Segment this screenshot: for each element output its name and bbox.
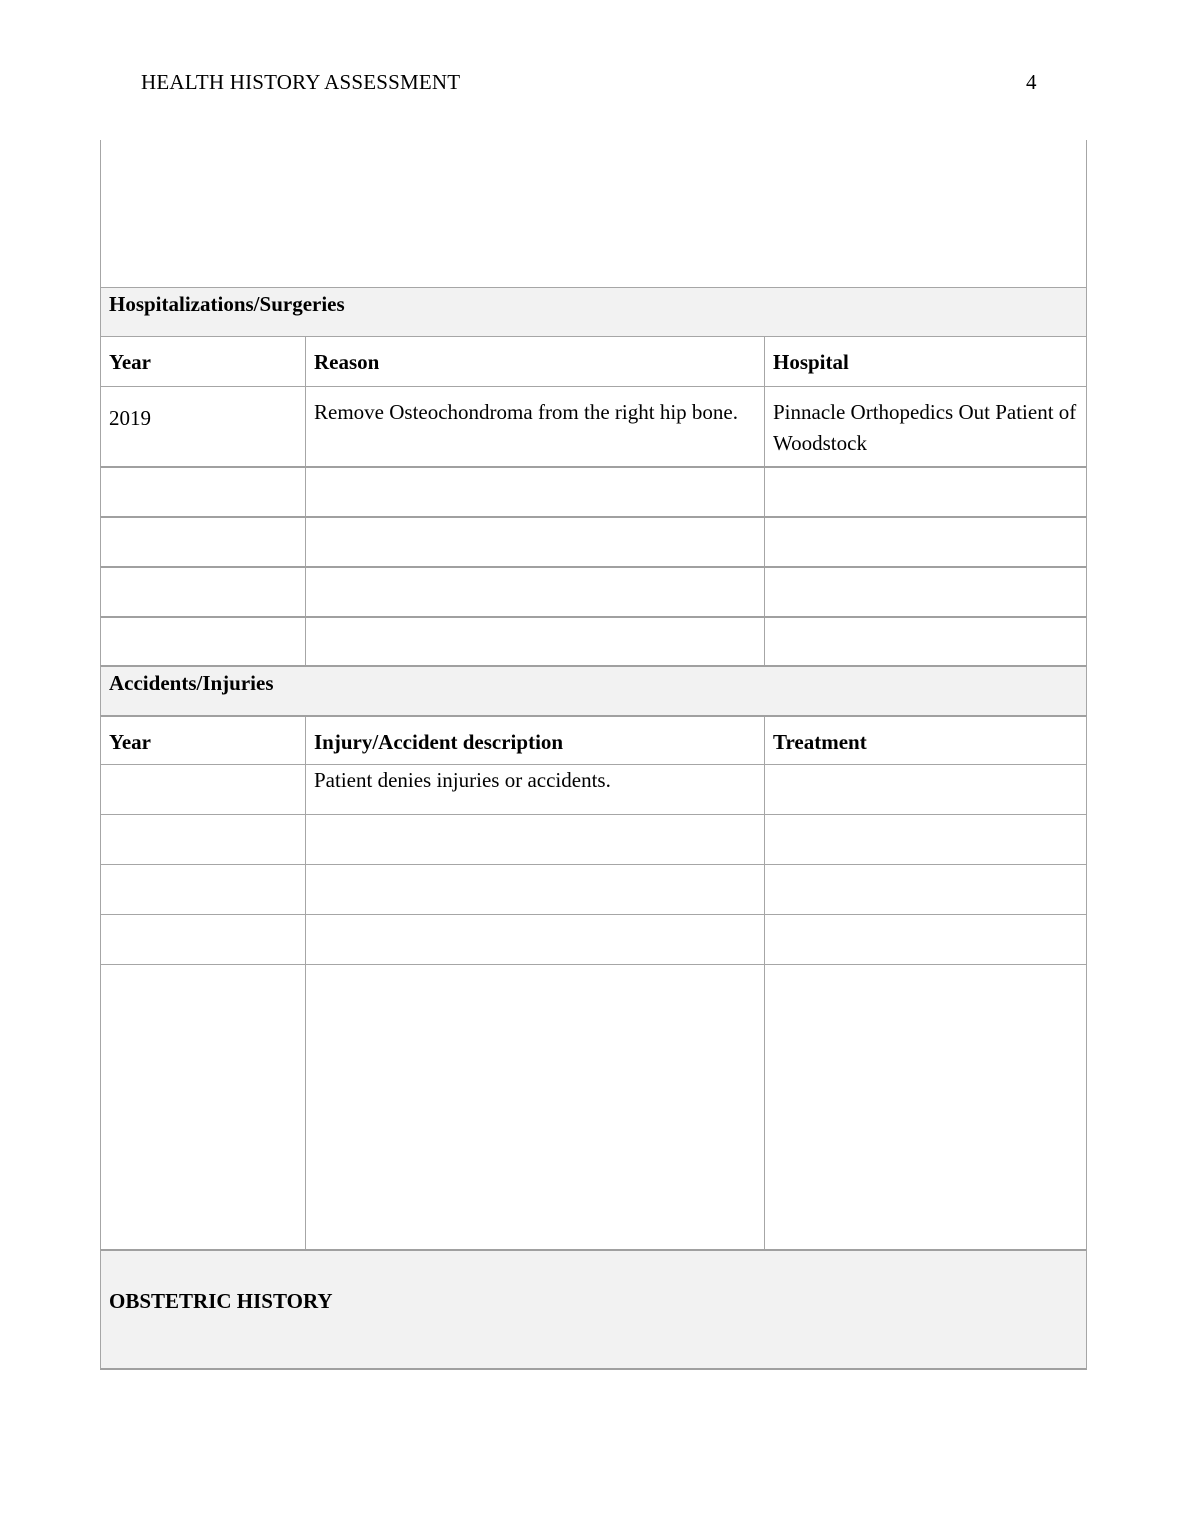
column-header-reason: Reason [306,337,765,386]
empty-cell [765,865,1086,914]
table-row [100,864,1087,914]
empty-cell [306,518,765,566]
empty-cell [765,618,1086,665]
empty-cell [765,518,1086,566]
obstetric-title: OBSTETRIC HISTORY [101,1251,1086,1368]
accidents-header-row [100,715,1087,764]
accident-year [101,765,306,814]
empty-cell [306,815,765,864]
column-header-injury-description: Injury/Accident description [306,717,765,764]
empty-cell [765,468,1086,516]
table-row [100,814,1087,864]
hospitalizations-title: Hospitalizations/Surgeries [101,288,1086,336]
accident-description: Patient denies injuries or accidents. [306,765,765,814]
empty-cell [101,915,306,964]
empty-cell [765,915,1086,964]
accidents-title: Accidents/Injuries [101,667,1086,715]
accidents-section-header [100,665,1087,715]
empty-cell [306,915,765,964]
table-row [100,764,1087,814]
empty-cell [306,965,765,1249]
column-header-treatment: Treatment [773,730,867,754]
column-header-year: Year [101,717,306,764]
table-row [100,566,1087,616]
hospitalizations-section-header [100,287,1087,336]
obstetric-section-header [100,1249,1087,1370]
empty-cell [765,815,1086,864]
column-header-hospital: Hospital [773,350,849,374]
empty-cell [101,568,306,616]
empty-cell [306,468,765,516]
table-row [100,516,1087,566]
hospitalization-year: 2019 [101,387,306,466]
empty-cell [765,965,1086,1249]
column-header-year: Year [101,337,306,386]
health-history-form [100,140,1087,1370]
empty-cell [101,468,306,516]
table-row [100,964,1087,1249]
empty-cell [306,865,765,914]
empty-cell [101,865,306,914]
empty-cell [306,618,765,665]
empty-cell [101,815,306,864]
empty-cell [765,568,1086,616]
accident-treatment [765,765,1086,814]
empty-cell [101,965,306,1249]
running-head: HEALTH HISTORY ASSESSMENT [141,70,461,94]
table-row [100,914,1087,964]
empty-cell [101,518,306,566]
hospitalizations-header-row [100,336,1087,386]
empty-cell [306,568,765,616]
table-row [100,466,1087,516]
empty-cell [101,618,306,665]
hospitalization-hospital: Pinnacle Orthopedics Out Patient of Woodstock [773,400,1077,455]
page-number: 4 [1026,70,1037,94]
table-row [100,386,1087,466]
table-row [100,616,1087,665]
continued-cell [100,140,1087,287]
hospitalization-reason: Remove Osteochondroma from the right hip bone. [306,387,765,466]
